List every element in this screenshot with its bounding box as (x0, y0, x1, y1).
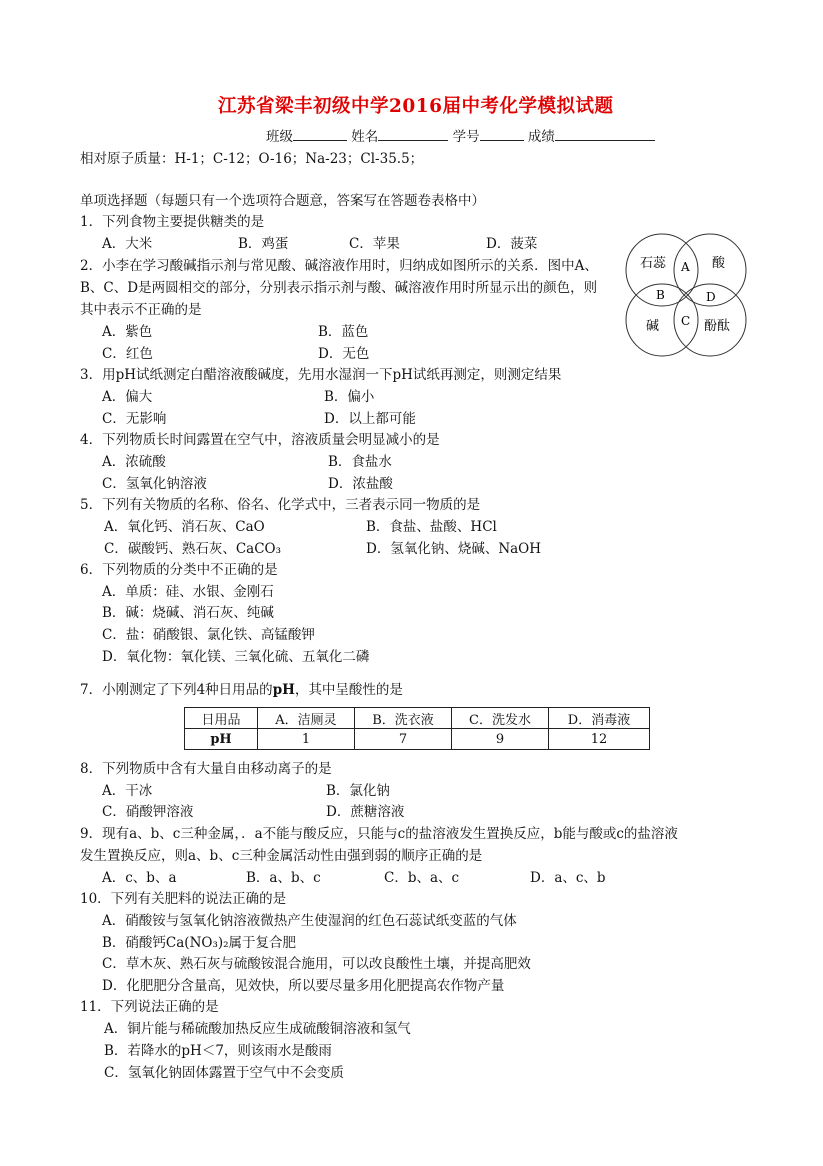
table-cell: A．洁厕灵 (258, 708, 355, 729)
name-label: 姓名 (351, 129, 379, 145)
table-cell: C．洗发水 (452, 708, 549, 729)
table-cell: pH (185, 729, 258, 750)
q6-option-a: A．单质：硅、水银、金刚石 (102, 584, 274, 600)
q11-option-c: C．氢氧化钠固体露置于空气中不会变质 (104, 1065, 344, 1081)
q1-option-c: C．苹果 (349, 236, 400, 252)
q6-option-d: D．氧化物：氧化镁、三氧化硫、五氧化二磷 (102, 649, 370, 665)
q2-option-a: A．紫色 (102, 324, 153, 340)
q11-option-b: B．若降水的pH＜7，则该雨水是酸雨 (104, 1043, 332, 1059)
table-row (185, 708, 650, 729)
venn-region-c: C (681, 314, 691, 328)
q7-stem-pre: 7．小刚测定了下列4种日用品的 (80, 682, 273, 698)
venn-label-base: 碱 (646, 319, 660, 334)
q7-stem-ph: pH (272, 682, 295, 698)
q4-option-c: C．氢氧化钠溶液 (102, 476, 207, 492)
venn-region-a: A (681, 260, 690, 274)
q3-option-c: C．无影响 (102, 411, 167, 427)
score-label: 成绩 (527, 129, 555, 145)
q2-stem-line1: 2．小李在学习酸碱指示剂与常见酸、碱溶液作用时，归纳成如图所示的关系．图中A、 (80, 258, 598, 274)
q4-option-d: D．浓盐酸 (328, 476, 393, 492)
venn-region-b: B (656, 288, 665, 302)
table-cell: B．洗衣液 (355, 708, 452, 729)
q5-option-c: C．碳酸钙、熟石灰、CaCO₃ (104, 541, 282, 557)
class-label: 班级 (266, 129, 293, 145)
q2-option-c: C．红色 (102, 346, 153, 362)
ph-table (184, 707, 650, 750)
table-cell: 7 (355, 729, 452, 750)
q11-option-a: A．铜片能与稀硫酸加热反应生成硫酸铜溶液和氢气 (104, 1021, 411, 1037)
q4-stem: 4．下列物质长时间露置在空气中，溶液质量会明显减小的是 (80, 432, 440, 448)
table-cell: 12 (549, 729, 650, 750)
q3-option-d: D．以上都可能 (324, 411, 416, 427)
q9-stem-line1: 9．现有a、b、c三种金属，．a不能与酸反应，只能与c的盐溶液发生置换反应，b能与酸或c的盐溶液 (80, 826, 678, 842)
q10-option-d: D．化肥肥分含量高，见效快，所以要尽量多用化肥提高农作物产量 (102, 978, 505, 994)
q8-option-d: D．蔗糖溶液 (326, 804, 405, 820)
q2-option-d: D．无色 (318, 346, 370, 362)
q3-stem: 3．用pH试纸测定白醋溶液酸碱度，先用水湿润一下pH试纸再测定，则测定结果 (80, 367, 562, 383)
q4-option-b: B．食盐水 (328, 454, 392, 470)
q6-stem: 6．下列物质的分类中不正确的是 (80, 562, 278, 578)
section-heading: 单项选择题（每题只有一个选项符合题意，答案写在答题卷表格中） (80, 193, 485, 209)
q9-option-b: B．a、b、c (246, 870, 321, 886)
q5-option-b: B．食盐、盐酸、HCl (366, 519, 497, 535)
atomic-mass: 相对原子质量：H-1；C-12；O-16；Na-23；Cl-35.5； (80, 151, 424, 167)
venn-label-phenolphthalein: 酚酞 (704, 319, 731, 334)
q9-option-c: C．b、a、c (384, 870, 460, 886)
q9-option-a: A．c、b、a (102, 870, 177, 886)
table-cell: 1 (258, 729, 355, 750)
number-blank[interactable] (480, 126, 524, 141)
venn-label-litmus: 石蕊 (640, 256, 667, 271)
q1-stem: 1．下列食物主要提供糖类的是 (80, 214, 265, 230)
table-row (185, 729, 650, 750)
q9-option-d: D．a、c、b (530, 870, 606, 886)
q1-option-d: D．菠菜 (486, 236, 538, 252)
q6-option-c: C．盐：硝酸银、氯化铁、高锰酸钾 (102, 627, 315, 643)
table-cell: 日用品 (185, 708, 258, 729)
page-title: 江苏省梁丰初级中学2016届中考化学模拟试题 (218, 96, 614, 117)
q2-option-b: B．蓝色 (318, 324, 369, 340)
q10-option-b: B．硝酸钙Ca(NO₃)₂属于复合肥 (102, 935, 297, 951)
q2-stem-line3: 其中表示不正确的是 (80, 302, 202, 318)
venn-diagram (622, 233, 750, 359)
q5-option-a: A．氧化钙、消石灰、CaO (104, 519, 265, 535)
q10-stem: 10．下列有关肥料的说法正确的是 (80, 891, 287, 907)
venn-label-acid: 酸 (712, 256, 726, 271)
q10-option-c: C．草木灰、熟石灰与硫酸铵混合施用，可以改良酸性土壤，并提高肥效 (102, 956, 531, 972)
table-cell: D．消毒液 (549, 708, 650, 729)
q1-option-b: B．鸡蛋 (238, 236, 289, 252)
student-info (266, 125, 655, 145)
q10-option-a: A．硝酸铵与氢氧化钠溶液微热产生使湿润的红色石蕊试纸变蓝的气体 (102, 913, 517, 929)
q5-stem: 5．下列有关物质的名称、俗名、化学式中，三者表示同一物质的是 (80, 497, 481, 513)
q11-stem: 11．下列说法正确的是 (80, 999, 219, 1015)
q3-option-a: A．偏大 (102, 389, 153, 405)
class-blank[interactable] (293, 126, 347, 141)
q8-option-b: B．氯化钠 (326, 783, 390, 799)
q7-stem-post: ，其中呈酸性的是 (294, 682, 403, 698)
name-blank[interactable] (378, 126, 448, 141)
q6-option-b: B．碱：烧碱、消石灰、纯碱 (102, 605, 274, 621)
number-label: 学号 (452, 129, 480, 145)
q8-stem: 8．下列物质中含有大量自由移动离子的是 (80, 761, 332, 777)
table-cell: 9 (452, 729, 549, 750)
venn-region-d: D (706, 290, 716, 304)
q5-option-d: D．氢氧化钠、烧碱、NaOH (366, 541, 542, 557)
q9-stem-line2: 发生置换反应，则a、b、c三种金属活动性由强到弱的顺序正确的是 (80, 848, 483, 864)
q2-stem-line2: B、C、D是两圆相交的部分，分别表示指示剂与酸、碱溶液作用时所显示出的颜色，则 (80, 280, 598, 296)
q7-stem (80, 678, 403, 698)
score-blank[interactable] (555, 126, 655, 141)
q1-option-a: A．大米 (102, 236, 153, 252)
q8-option-a: A．干冰 (102, 783, 153, 799)
q8-option-c: C．硝酸钾溶液 (102, 804, 194, 820)
q4-option-a: A．浓硫酸 (102, 454, 166, 470)
q3-option-b: B．偏小 (324, 389, 375, 405)
